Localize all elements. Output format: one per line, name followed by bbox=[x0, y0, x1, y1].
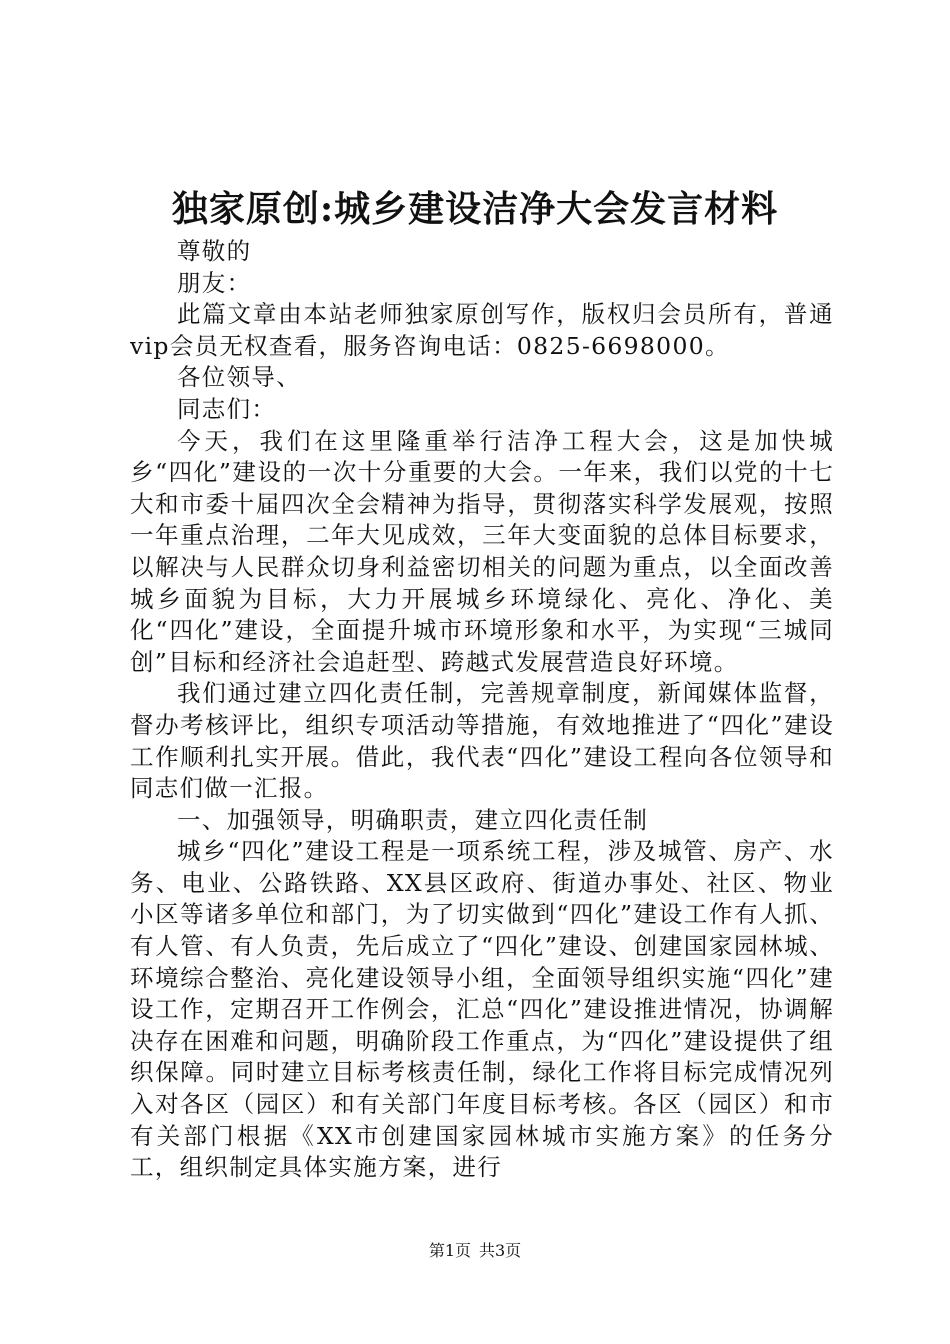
paragraph-salutation-1: 尊敬的 bbox=[177, 237, 252, 265]
page-total: 共3页 bbox=[479, 1241, 522, 1260]
paragraph-address-2: 同志们： bbox=[177, 394, 277, 423]
section-heading-1: 一、加强领导，明确职责，建立四化责任制 bbox=[177, 805, 649, 834]
page-footer bbox=[0, 1240, 950, 1262]
document-title: 独家原创:城乡建设洁净大会发言材料 bbox=[171, 188, 779, 230]
document-body bbox=[130, 236, 834, 1184]
paragraph-copyright-notice: 此篇文章由本站老师独家原创写作，版权归会员所有，普通vip会员无权查看，服务咨询电话：0825-6698000。 bbox=[130, 300, 834, 360]
paragraph-address-1: 各位领导、 bbox=[177, 363, 301, 392]
page-number: 第1页 bbox=[428, 1241, 471, 1260]
paragraph-salutation-2: 朋友： bbox=[177, 268, 252, 297]
paragraph-intro: 今天，我们在这里隆重举行洁净工程大会，这是加快城乡“四化”建设的一次十分重要的大会。一年来，我们以党的十七大和市委十届四次全会精神为指导，贯彻落实科学发展观，按照一年重点治理，二年大见成效，三年大变面貌的总体目标要求，以解决与人民群众切身利益密切相关的问题为重点，以全面改善城乡面貌为目标，大力开展城乡环境绿化、亮化、净化、美化“四化”建设，全面提升城市环境形象和水平，为实现“三城同创”目标和经济社会追赶型、跨越式发展营造良好环境。 bbox=[130, 426, 834, 676]
paragraph-summary: 我们通过建立四化责任制，完善规章制度，新闻媒体监督，督办考核评比，组织专项活动等措施，有效地推进了“四化”建设工作顺利扎实开展。借此，我代表“四化”建设工程向各位领导和同志们做一汇报。 bbox=[130, 679, 834, 803]
paragraph-section-1: 城乡“四化”建设工程是一项系统工程，涉及城管、房产、水务、电业、公路铁路、XX县区政府、街道办事处、社区、物业小区等诸多单位和部门，为了切实做到“四化”建设工作有人抓、有人管、有人负责，先后成立了“四化”建设、创建国家园林城、环境综合整治、亮化建设领导小组，全面领导组织实施“四化”建设工作，定期召开工作例会，汇总“四化”建设推进情况，协调解决存在困难和问题，明确阶段工作重点，为“四化”建设提供了组织保障。同时建立目标考核责任制，绿化工作将目标完成情况列入对各区（园区）和有关部门年度目标考核。各区（园区）和市有关部门根据《XX市创建国家园林城市实施方案》的任务分工，组织制定具体实施方案，进行 bbox=[130, 837, 834, 1182]
